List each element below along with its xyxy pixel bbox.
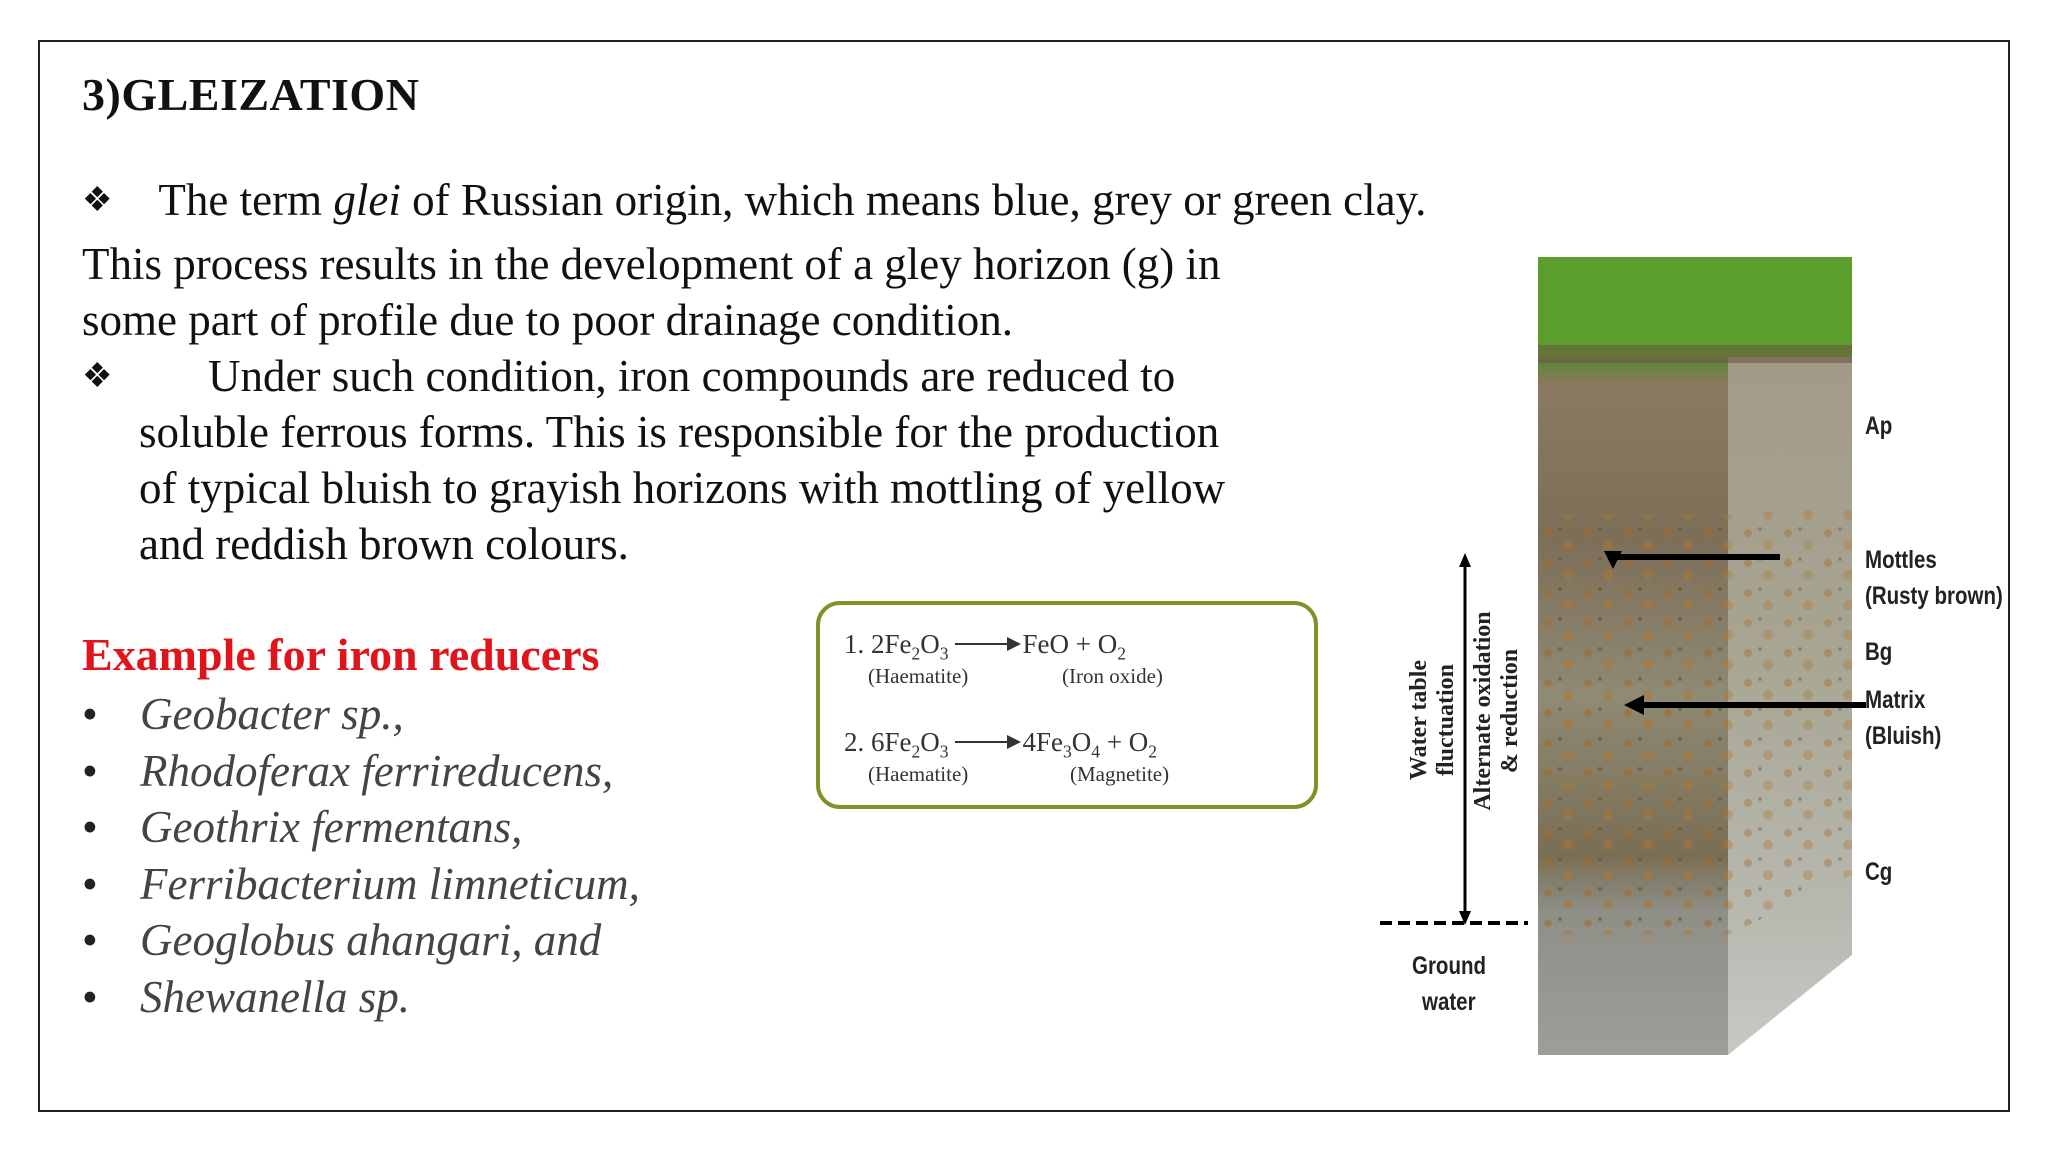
example-heading: Example for iron reducers bbox=[82, 629, 600, 680]
list-item: • Ferribacterium limneticum, bbox=[82, 858, 640, 909]
equation-2: 2. $6Fe_2O_3$ $4Fe_3O_4 + O_2$ bbox=[844, 727, 1158, 762]
list-item: • Geothrix fermentans, bbox=[82, 802, 523, 852]
reaction-arrow-icon bbox=[955, 741, 1017, 743]
paragraph-3-line-1: ❖ Under such condition, iron compounds are reduced to bbox=[82, 348, 1175, 405]
equation-box bbox=[816, 601, 1318, 809]
label-water-table: Water table fluctuation bbox=[1406, 659, 1459, 781]
paragraph-3-line-3: of typical bluish to grayish horizons with mottling of yellow bbox=[139, 463, 1226, 513]
diamond-bullet-icon: ❖ bbox=[82, 358, 113, 395]
label-water: water bbox=[1422, 988, 1476, 1016]
paragraph-2-line-2: some part of profile due to poor drainage condition. bbox=[82, 295, 1013, 345]
label-cg: Cg bbox=[1865, 858, 1893, 886]
slide-title: 3)GLEIZATION bbox=[82, 69, 420, 120]
label-matrix: Matrix bbox=[1865, 686, 1926, 714]
species-list bbox=[82, 686, 640, 1025]
para1-post: of Russian origin, which means blue, grey or green clay. bbox=[400, 175, 1427, 225]
list-item: • Rhodoferax ferrireducens, bbox=[82, 745, 614, 796]
label-mottles: Mottles bbox=[1865, 546, 1937, 574]
label-matrix-sub: (Bluish) bbox=[1865, 722, 1942, 750]
label-bg: Bg bbox=[1865, 638, 1893, 666]
equation-1-label-left: (Haematite) bbox=[868, 664, 969, 688]
equation-1-label-right: (Iron oxide) bbox=[1062, 664, 1163, 688]
paragraph-2-line-1: This process results in the development of a gley horizon (g) in bbox=[82, 239, 1221, 289]
equation-2-label-right: (Magnetite) bbox=[1070, 762, 1170, 786]
list-item: • Geoglobus ahangari, and bbox=[82, 915, 602, 965]
paragraph-3-line-2: soluble ferrous forms. This is responsible for the production bbox=[139, 407, 1220, 457]
label-alternate-oxidation: Alternate oxidation & reduction bbox=[1470, 611, 1523, 811]
label-ground: Ground bbox=[1412, 952, 1487, 980]
equation-1: 1. $2Fe_2O_3$ FeO + $O_2$ bbox=[844, 629, 1127, 664]
reaction-arrow-icon bbox=[955, 643, 1017, 645]
list-item: • Geobacter sp., bbox=[82, 689, 404, 739]
paragraph-3-line-4: and reddish brown colours. bbox=[139, 519, 629, 569]
label-mottles-sub: (Rusty brown) bbox=[1865, 582, 2003, 610]
para1-italic: glei bbox=[333, 175, 401, 225]
paragraph-1 bbox=[82, 172, 1426, 229]
diamond-bullet-icon: ❖ bbox=[82, 182, 113, 219]
para1-pre: The term bbox=[148, 175, 334, 225]
equation-2-label-left: (Haematite) bbox=[868, 762, 969, 786]
list-item: • Shewanella sp. bbox=[82, 971, 410, 1022]
label-ap: Ap bbox=[1865, 412, 1893, 440]
